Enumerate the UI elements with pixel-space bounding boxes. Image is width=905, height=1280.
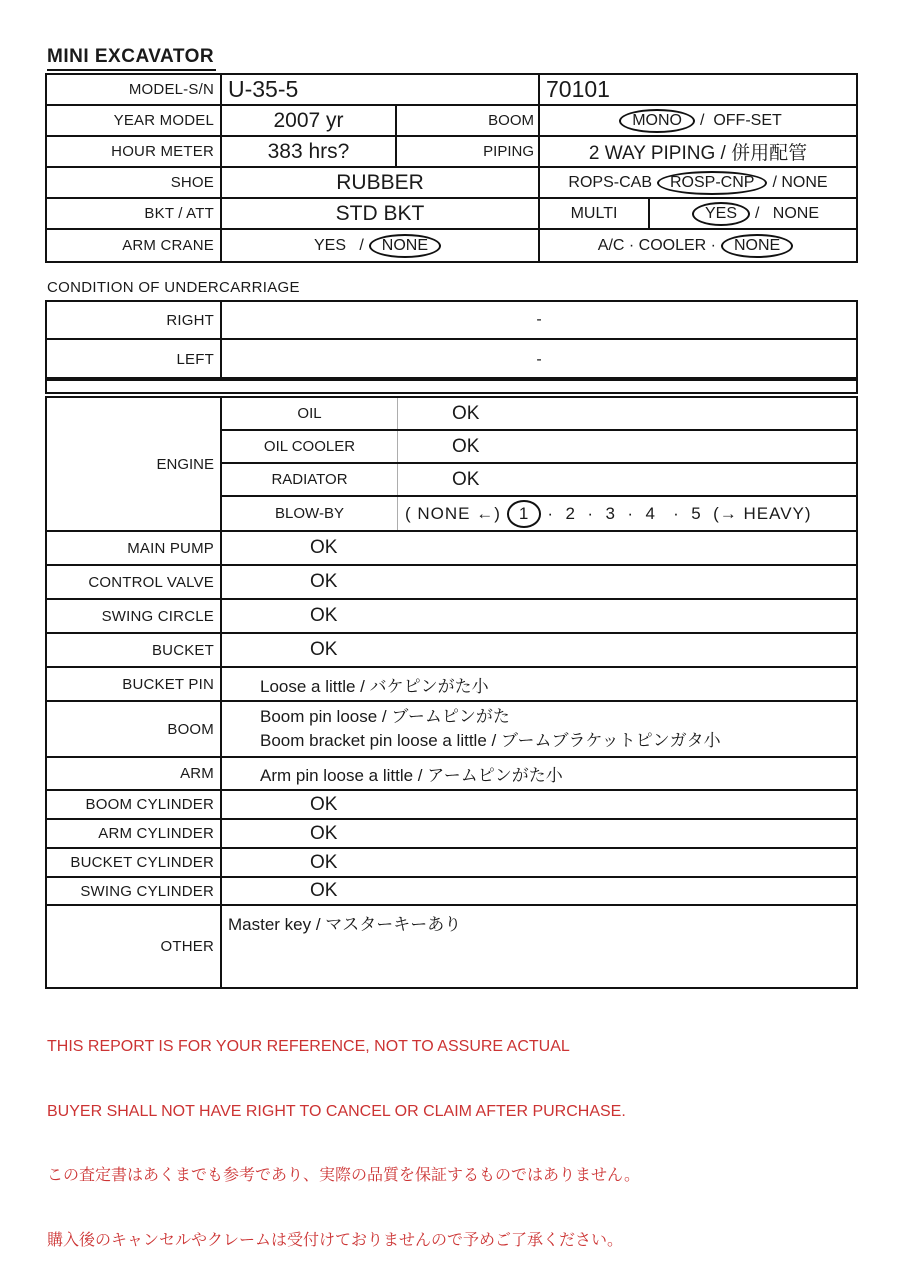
ac-prefix: A/C · COOLER ·: [597, 236, 716, 254]
table-row-swing-circle: [47, 600, 856, 634]
model-value: U-35-5: [222, 75, 540, 104]
control-valve-label: CONTROL VALVE: [47, 566, 222, 598]
table-row-bucket-pin: [47, 668, 856, 702]
table-row-blowby: [222, 497, 856, 530]
main-pump-label: MAIN PUMP: [47, 532, 222, 564]
bucket-pin-value: Loose a little / バケピンがた小: [260, 676, 489, 696]
left-label: LEFT: [47, 340, 222, 379]
ac-selected-circle: NONE: [721, 234, 793, 258]
table-row-swing-cylinder: [47, 878, 856, 906]
disclaimer-line-1: THIS REPORT IS FOR YOUR REFERENCE, NOT TO ASSURE ACTUAL: [47, 1038, 570, 1055]
disclaimer-line-4: 購入後のキャンセルやクレームは受付けておりませんので予めご了承ください。: [47, 1231, 624, 1249]
bucket-label: BUCKET: [47, 634, 222, 666]
table-row-shoe-cab: [47, 168, 856, 199]
table-row-hour-piping: [47, 137, 856, 168]
boom-value: [540, 106, 856, 135]
boom-cylinder-value: OK: [310, 793, 338, 815]
piping-value: 2 WAY PIPING / 併用配管: [588, 143, 808, 164]
engine-label: ENGINE: [47, 398, 222, 530]
piping-label: PIPING: [397, 137, 540, 166]
blowby-prefix: ( NONE ←): [405, 503, 501, 523]
table-row-oil-cooler: [222, 431, 856, 464]
radiator-value: OK: [452, 468, 480, 490]
shoe-value: RUBBER: [222, 168, 540, 197]
control-valve-value: OK: [310, 571, 338, 592]
multi-rest: / NONE: [755, 204, 820, 222]
radiator-label: RADIATOR: [222, 464, 398, 495]
boom-cylinder-label: BOOM CYLINDER: [47, 791, 222, 818]
table-row-arm: [47, 758, 856, 791]
blowby-value: [398, 497, 856, 530]
boom-note-line1: Boom pin loose / ブームピンがた: [260, 707, 510, 726]
arm-crane-selected-circle: NONE: [369, 234, 441, 258]
table-row-bucket-cylinder: [47, 849, 856, 878]
table-row-bkt-multi: [47, 199, 856, 230]
multi-selected-circle: YES: [692, 202, 750, 226]
undercarriage-heading: CONDITION OF UNDERCARRIAGE: [47, 279, 300, 296]
hour-meter-label: HOUR METER: [47, 137, 222, 166]
undercarriage-table: [45, 300, 858, 381]
right-label: RIGHT: [47, 302, 222, 338]
boom-label: BOOM: [397, 106, 540, 135]
spacer-row: [45, 377, 858, 394]
cab-selected-circle: ROSP-CNP: [657, 171, 767, 195]
arm-crane-prefix: YES /: [313, 236, 364, 254]
boom-note-line2: Boom bracket pin loose a little / ブームブラケットピンガタ小: [260, 731, 721, 750]
swing-circle-value: OK: [310, 605, 338, 626]
table-row-bucket: [47, 634, 856, 668]
multi-value: [650, 199, 856, 228]
left-value: -: [536, 350, 542, 368]
table-row-left: [47, 340, 856, 379]
swing-cylinder-value: OK: [310, 880, 338, 901]
engine-section: [47, 398, 856, 532]
arm-row-label: ARM: [47, 758, 222, 789]
bkt-att-value: STD BKT: [222, 199, 540, 228]
table-row-boom: [47, 702, 856, 758]
arm-row-value: Arm pin loose a little / アームピンがた小: [260, 766, 563, 785]
table-row-model: [47, 75, 856, 106]
table-row-other: [47, 906, 856, 987]
table-row-year-boom: [47, 106, 856, 137]
arm-cylinder-label: ARM CYLINDER: [47, 820, 222, 847]
multi-label: MULTI: [540, 199, 650, 228]
boom-row-value: [222, 702, 856, 756]
other-value: Master key / マスターキーあり: [228, 915, 462, 934]
engine-rows: [222, 398, 856, 530]
table-row-control-valve: [47, 566, 856, 600]
cab-rest: / NONE: [772, 173, 828, 191]
arm-crane-label: ARM CRANE: [47, 230, 222, 261]
bucket-value: OK: [310, 639, 338, 660]
disclaimer-line-3: この査定書はあくまでも参考であり、実際の品質を保証するものではありません。: [47, 1167, 640, 1184]
spec-table: [45, 73, 858, 263]
hour-meter-value: 383 hrs?: [222, 137, 397, 166]
year-label: YEAR MODEL: [47, 106, 222, 135]
oil-value: OK: [452, 402, 480, 424]
oil-cooler-label: OIL COOLER: [222, 431, 398, 462]
other-label: OTHER: [47, 906, 222, 987]
year-value: 2007 yr: [222, 106, 397, 135]
table-row-armcrane-ac: [47, 230, 856, 261]
blowby-label: BLOW-BY: [222, 497, 398, 530]
boom-selected-circle: MONO: [619, 109, 695, 133]
boom-row-label: BOOM: [47, 702, 222, 756]
table-row-right: [47, 302, 856, 340]
condition-table: [45, 396, 858, 989]
page-title: MINI EXCAVATOR: [47, 46, 216, 71]
arm-cylinder-value: OK: [310, 822, 338, 844]
main-pump-value: OK: [310, 537, 338, 558]
bkt-att-label: BKT / ATT: [47, 199, 222, 228]
shoe-label: SHOE: [47, 168, 222, 197]
disclaimer-line-2: BUYER SHALL NOT HAVE RIGHT TO CANCEL OR CLAIM AFTER PURCHASE.: [47, 1102, 626, 1120]
bucket-cylinder-value: OK: [310, 851, 338, 873]
table-row-main-pump: [47, 532, 856, 566]
oil-cooler-value: OK: [452, 435, 480, 457]
blowby-selected-circle: 1: [507, 500, 541, 528]
disclaimer: [47, 993, 640, 1280]
oil-label: OIL: [222, 398, 398, 429]
cab-prefix: ROPS-CAB: [568, 173, 652, 191]
cab-value: [540, 168, 856, 197]
ac-cooler-value: [540, 230, 856, 261]
serial-value: 70101: [546, 76, 610, 102]
arm-crane-value: [222, 230, 540, 261]
table-row-oil: [222, 398, 856, 431]
bucket-pin-label: BUCKET PIN: [47, 668, 222, 700]
table-row-radiator: [222, 464, 856, 497]
blowby-suffix: · 2 · 3 · 4 · 5 (→ HEAVY): [547, 503, 812, 523]
model-label: MODEL-S/N: [47, 75, 222, 104]
swing-circle-label: SWING CIRCLE: [47, 600, 222, 632]
swing-cylinder-label: SWING CYLINDER: [47, 878, 222, 904]
table-row-boom-cylinder: [47, 791, 856, 820]
table-row-arm-cylinder: [47, 820, 856, 849]
bucket-cylinder-label: BUCKET CYLINDER: [47, 849, 222, 876]
right-value: -: [536, 311, 542, 328]
boom-rest: / OFF-SET: [700, 111, 782, 129]
